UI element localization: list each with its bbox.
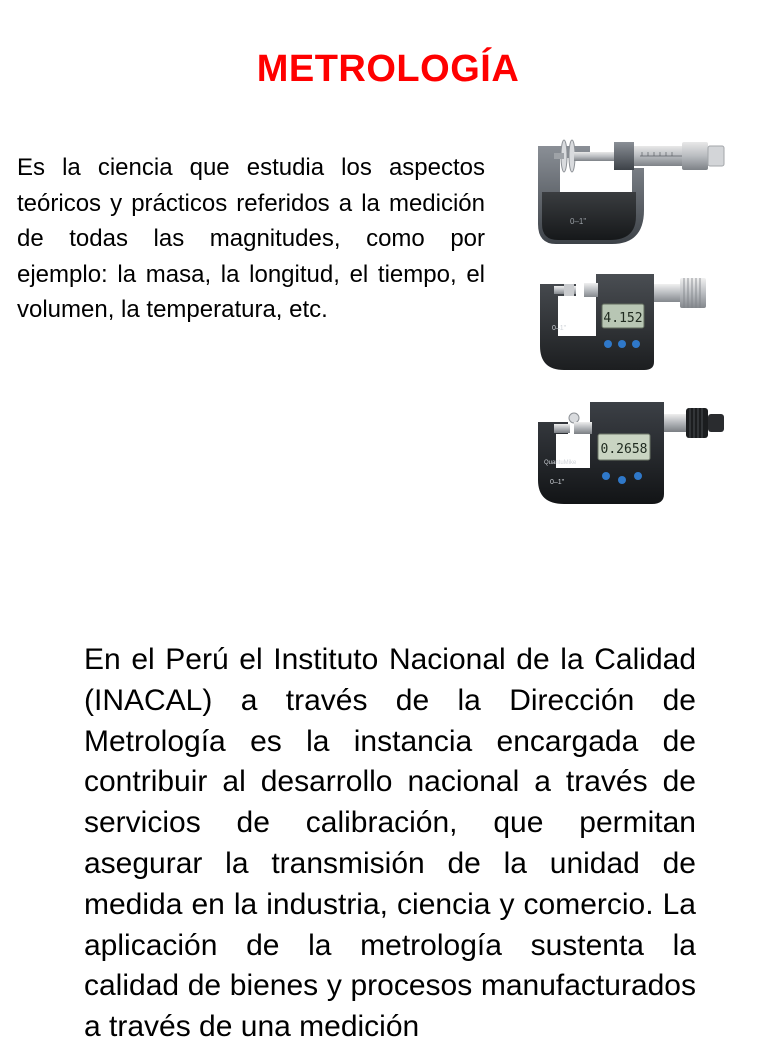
intro-paragraph: Es la ciencia que estudia los aspectos teóricos y prácticos referidos a la medición de todas las magnitudes, como por ejemplo: la masa, la longitud, el tiempo, el volumen, la temperatura, etc. [17, 154, 485, 323]
analog-disc-micrometer-icon [532, 132, 728, 250]
svg-text:0–1": 0–1" [570, 217, 587, 226]
micrometer-display-value: 0.2658 [600, 442, 648, 457]
svg-text:QuantuMike: QuantuMike [544, 460, 577, 466]
page-title: METROLOGÍA [256, 48, 520, 90]
svg-text:0–1": 0–1" [550, 479, 565, 486]
svg-text:0–1": 0–1" [552, 325, 567, 332]
digital-micrometer-icon [536, 266, 712, 376]
inacal-paragraph: En el Perú el Instituto Nacional de la Calidad (INACAL) a través de la Dirección de Metrología es la instancia encargada de contribuir al desarrollo nacional a través de servicios de calibración, que permitan asegurar la transmisión de la unidad de medida en la industria, ciencia y comercio. La aplicación de la metrología sustenta la calidad de bienes y procesos manufacturados a través de una medición [84, 643, 696, 1044]
digital-micrometer-icon [534, 396, 728, 508]
micrometer-display-value: 4.152 [603, 311, 643, 326]
